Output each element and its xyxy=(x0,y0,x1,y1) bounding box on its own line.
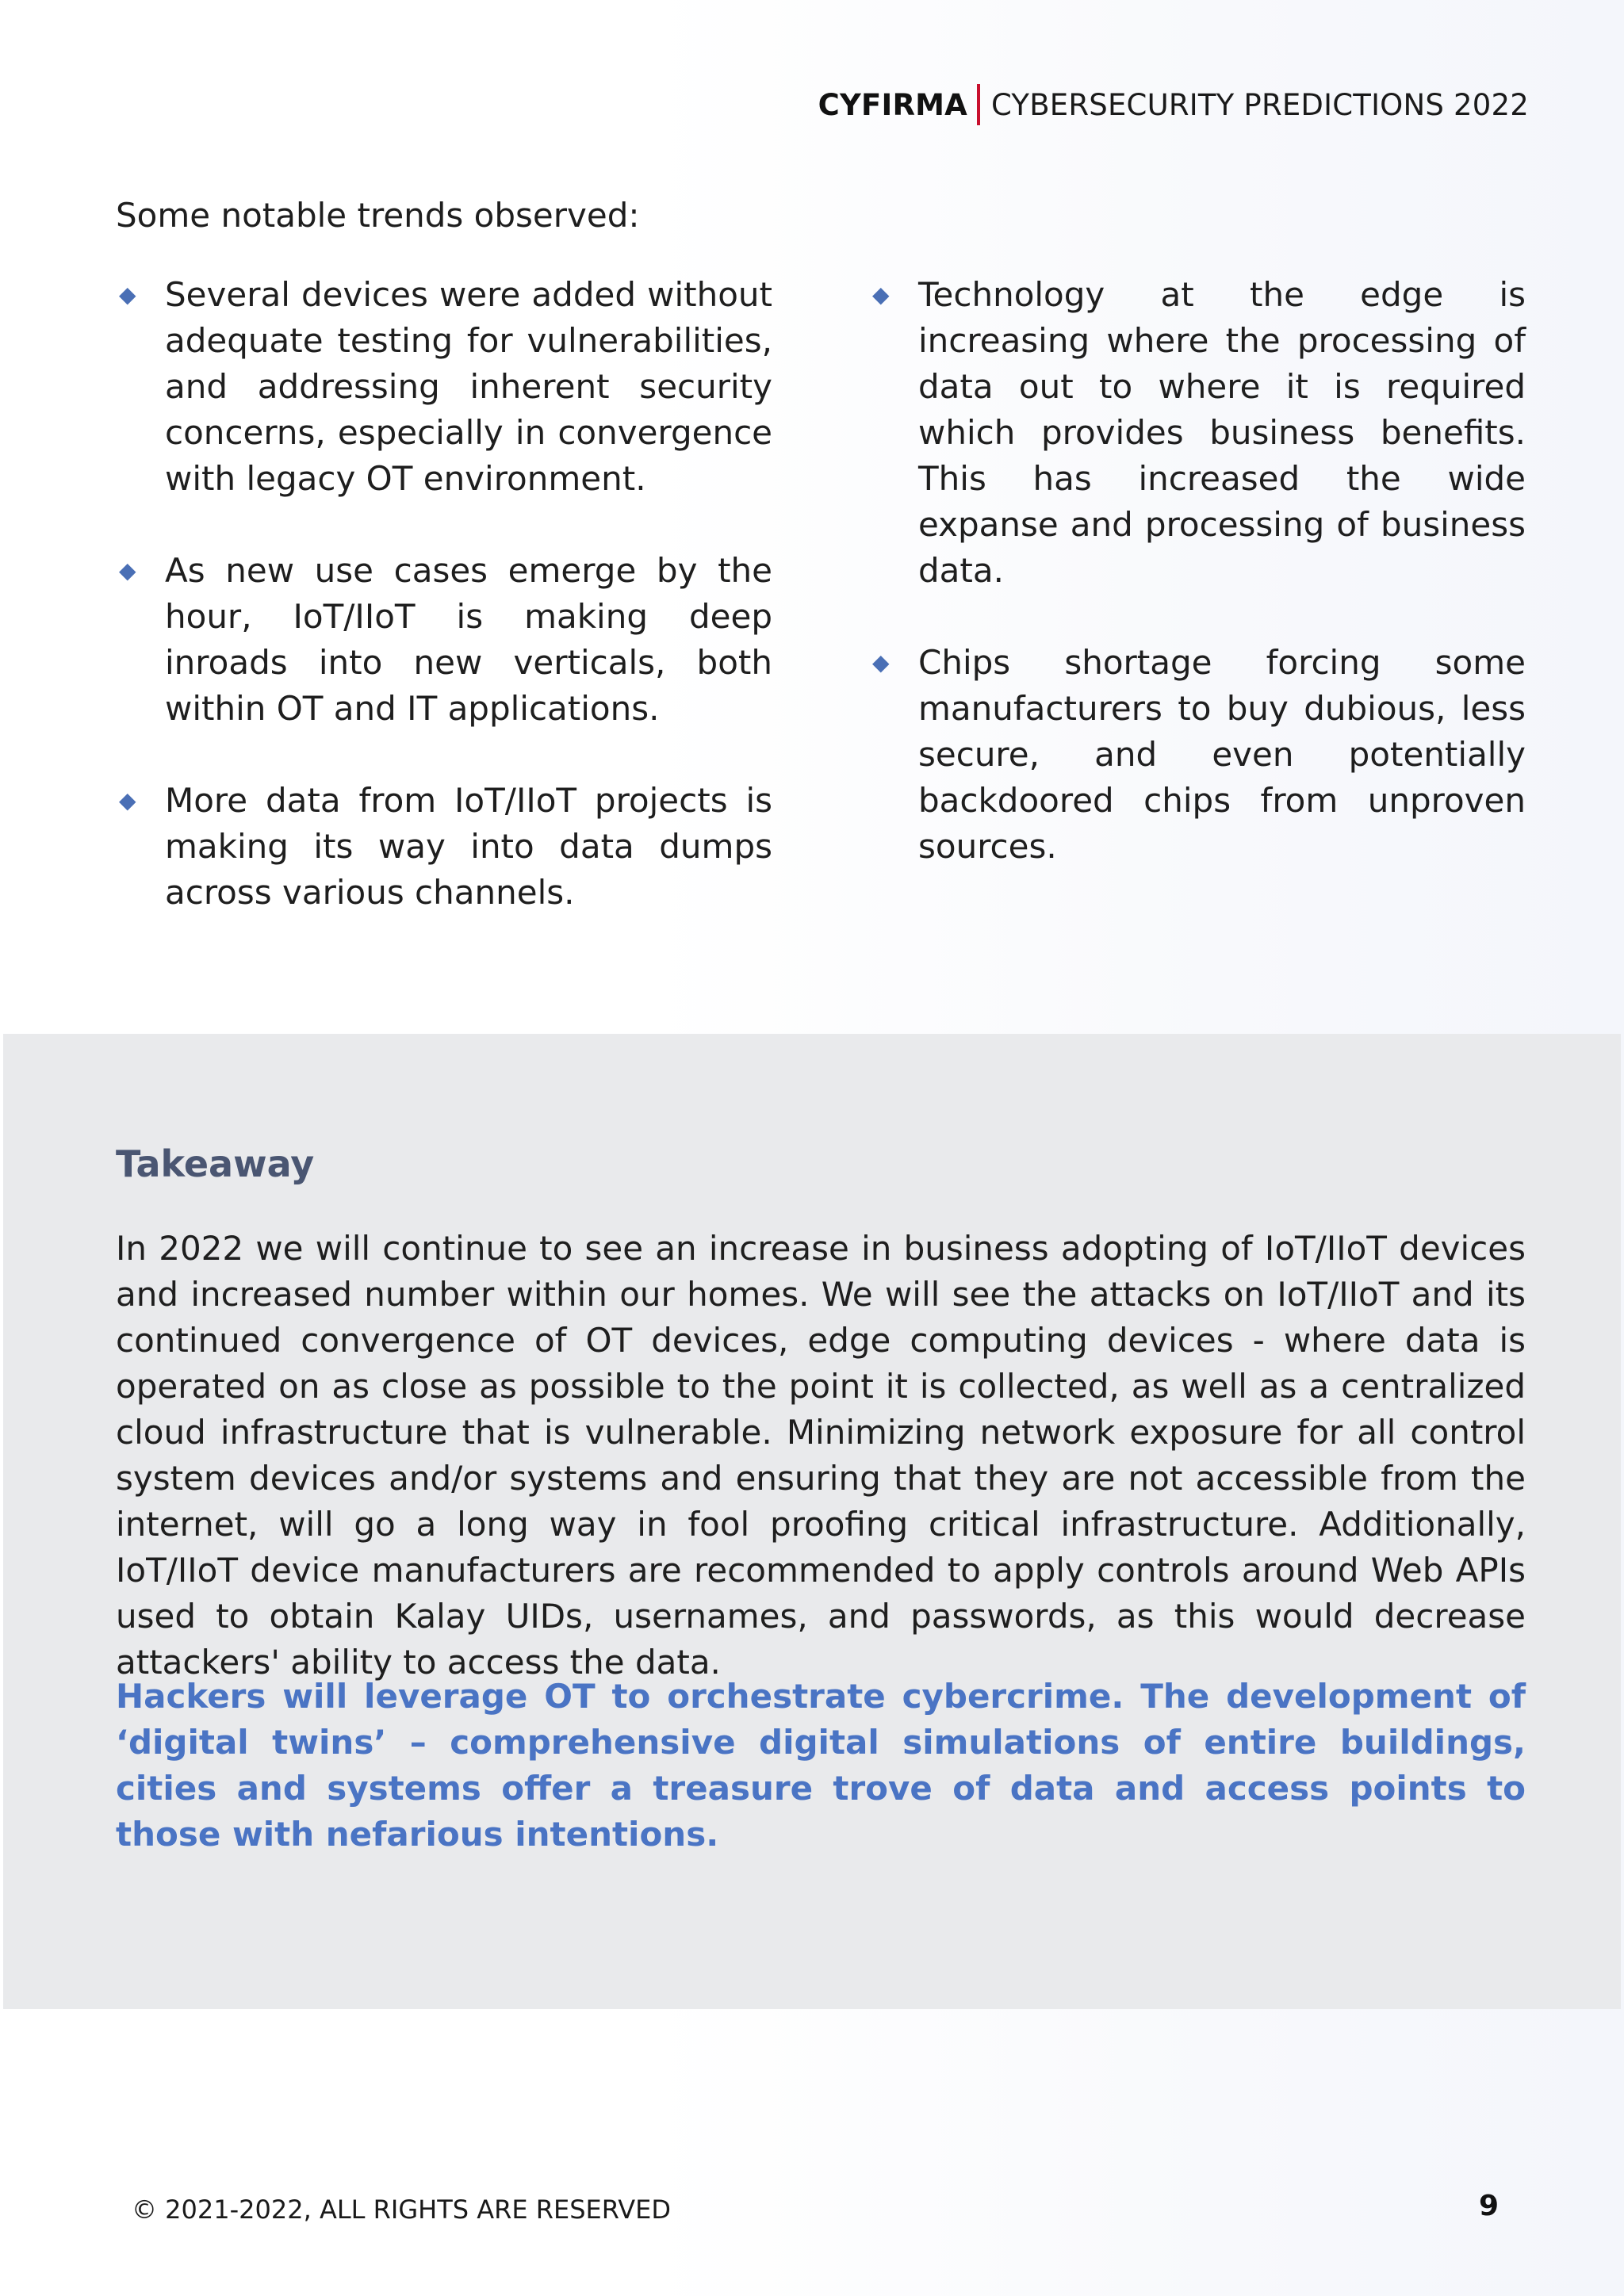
bullet-item xyxy=(116,778,772,916)
header-brand: CYFIRMA xyxy=(818,87,968,122)
bullet-item xyxy=(116,548,772,732)
bullet-text: Several devices were added without adequate testing for vulnerabilities, and addressing inherent security concerns, especially in convergence with legacy OT environment. xyxy=(165,275,772,498)
page-number: 9 xyxy=(1478,2190,1499,2222)
footer-copyright: © 2021-2022, ALL RIGHTS ARE RESERVED xyxy=(132,2195,671,2225)
diamond-bullet-icon: ◆ xyxy=(119,557,136,584)
bullet-text: As new use cases emerge by the hour, IoT/IIoT is making deep inroads into new verticals, both within OT and IT applications. xyxy=(165,551,772,728)
header-separator xyxy=(977,84,980,125)
bullet-text: Technology at the edge is increasing where the processing of data out to where it is required which provides business benefits. This has increased the wide expanse and processing of business data. xyxy=(918,275,1526,590)
diamond-bullet-icon: ◆ xyxy=(872,281,890,308)
bullet-item xyxy=(869,640,1526,870)
diamond-bullet-icon: ◆ xyxy=(872,649,890,675)
left-bullet-column xyxy=(116,272,772,962)
takeaway-highlight: Hackers will leverage OT to orchestrate cybercrime. The development of ‘digital twins’ – comprehensive digital simulations of entire buildings, cities and systems offer a treasure trove of data and access points to those with nefarious intentions. xyxy=(116,1677,1526,1854)
page-header xyxy=(818,82,1529,127)
diamond-bullet-icon: ◆ xyxy=(119,281,136,308)
right-bullet-column xyxy=(869,272,1526,916)
bullet-text: Chips shortage forcing some manufacturers to buy dubious, less secure, and even potentially backdoored chips from unproven sources. xyxy=(918,643,1526,866)
diamond-bullet-icon: ◆ xyxy=(119,787,136,813)
bullet-item xyxy=(869,272,1526,594)
takeaway-heading: Takeaway xyxy=(116,1142,315,1185)
takeaway-paragraph: In 2022 we will continue to see an increase in business adopting of IoT/IIoT devices and increased number within our homes. We will see the attacks on IoT/IIoT and its continued convergence of OT devices, edge computing devices - where data is operated on as close as possible to the point it is collected, as well as a centralized cloud infrastructure that is vulnerable. Minimizing network exposure for all control system devices and/or systems and ensuring that they are not accessible from the internet, will go a long way in fool proofing critical infrastructure. Additionally, IoT/IIoT device manufacturers are recommended to apply controls around Web APIs used to obtain Kalay UIDs, usernames, and passwords, as this would decrease attackers' ability to access the data. xyxy=(116,1229,1526,1682)
bullet-text: More data from IoT/IIoT projects is making its way into data dumps across various channels. xyxy=(165,781,772,912)
bullet-item xyxy=(116,272,772,502)
intro-text: Some notable trends observed: xyxy=(116,196,640,235)
header-title: CYBERSECURITY PREDICTIONS 2022 xyxy=(991,87,1529,122)
